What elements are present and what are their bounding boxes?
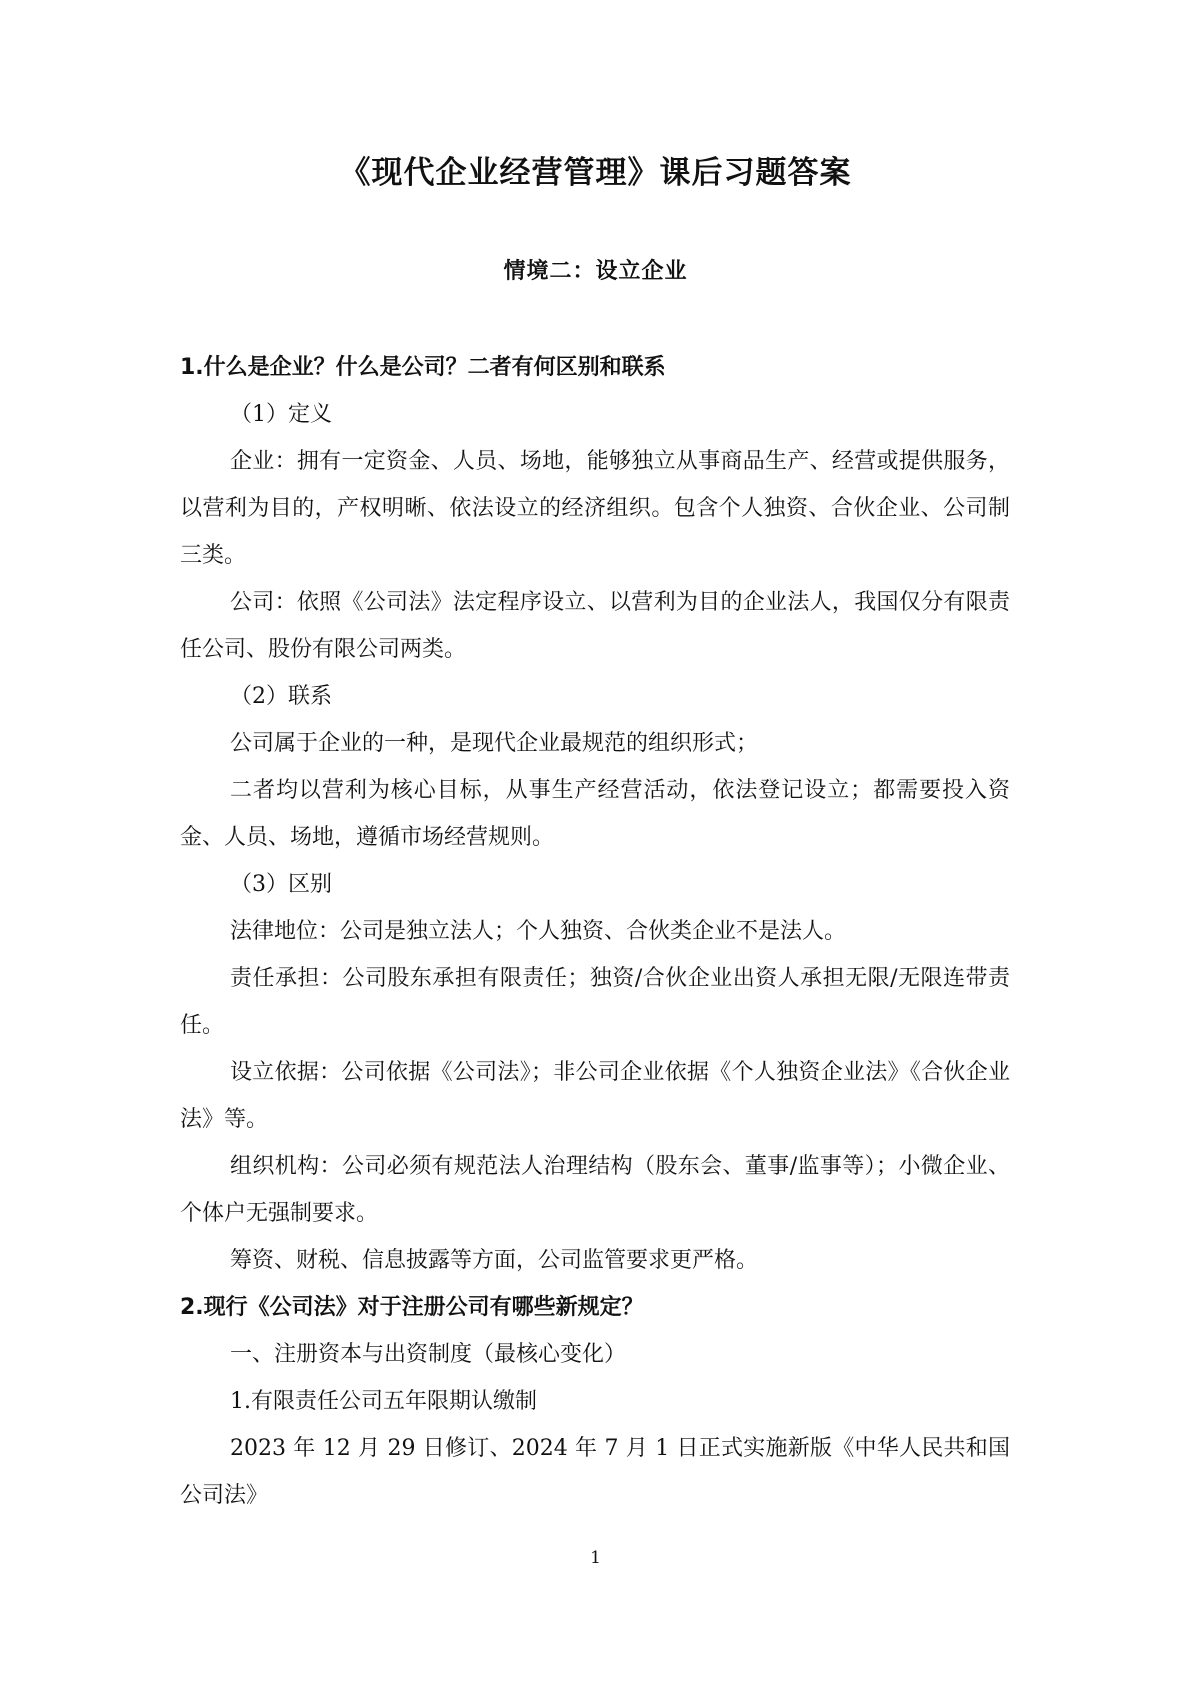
question-1-heading: 1.什么是企业？什么是公司？二者有何区别和联系 <box>180 355 666 380</box>
q1-paragraph-connection-2: 二者均以营利为核心目标，从事生产经营活动，依法登记设立；都需要投入资金、人员、场地，遵循市场经营规则。 <box>180 778 1010 850</box>
q1-paragraph-company: 公司：依照《公司法》法定程序设立、以营利为目的企业法人，我国仅分有限责任公司、股份有限公司两类。 <box>180 590 1010 662</box>
q1-paragraph-supervision: 筹资、财税、信息披露等方面，公司监管要求更严格。 <box>230 1248 759 1273</box>
q2-paragraph-registered-capital: 一、注册资本与出资制度（最核心变化） <box>230 1342 627 1367</box>
q1-subheading-connection: （2）联系 <box>230 684 332 709</box>
q1-paragraph-legal-basis: 设立依据：公司依据《公司法》；非公司企业依据《个人独资企业法》《合伙企业法》等。 <box>180 1060 1010 1132</box>
question-2-heading: 2.现行《公司法》对于注册公司有哪些新规定？ <box>180 1295 644 1320</box>
q1-subheading-definition: （1）定义 <box>230 402 332 427</box>
q2-paragraph-revision-date: 2023 年 12 月 29 日修订、2024 年 7 月 1 日正式实施新版《中华人民共和国公司法》 <box>180 1436 1010 1508</box>
q1-subheading-difference: （3）区别 <box>230 872 332 897</box>
section-title: 情境二：设立企业 <box>503 259 688 284</box>
q1-paragraph-liability: 责任承担：公司股东承担有限责任；独资/合伙企业出资人承担无限/无限连带责任。 <box>180 966 1010 1038</box>
page-number: 1 <box>590 1548 601 1568</box>
q1-paragraph-legal-status: 法律地位：公司是独立法人；个人独资、合伙类企业不是法人。 <box>230 919 847 944</box>
document-title: 《现代企业经营管理》课后习题答案 <box>339 155 852 191</box>
q2-paragraph-five-year: 1.有限责任公司五年限期认缴制 <box>230 1389 537 1414</box>
document-body <box>180 344 1010 1519</box>
q1-paragraph-connection-1: 公司属于企业的一种，是现代企业最规范的组织形式； <box>230 731 759 756</box>
q1-paragraph-organization: 组织机构：公司必须有规范法人治理结构（股东会、董事/监事等）；小微企业、个体户无强制要求。 <box>180 1154 1010 1226</box>
q1-paragraph-enterprise: 企业：拥有一定资金、人员、场地，能够独立从事商品生产、经营或提供服务，以营利为目的，产权明晰、依法设立的经济组织。包含个人独资、合伙企业、公司制三类。 <box>180 449 1010 568</box>
